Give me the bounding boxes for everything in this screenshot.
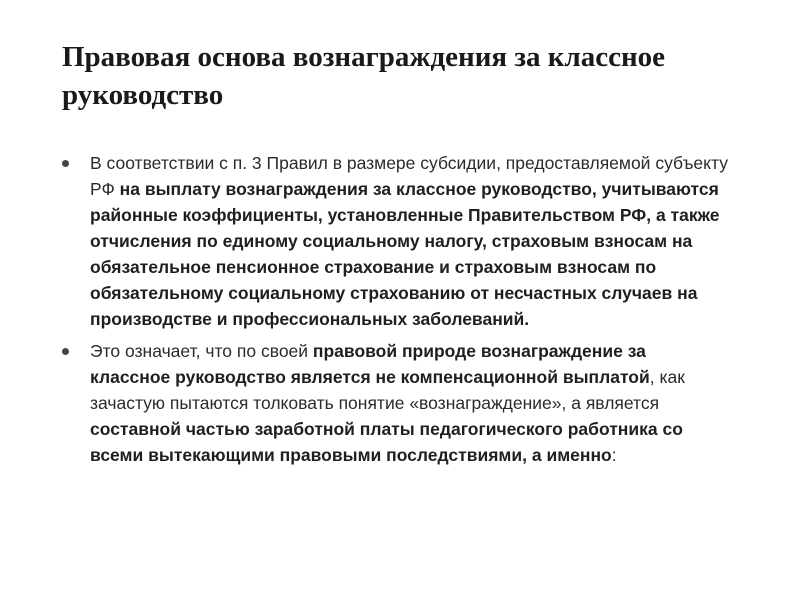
bullet-item-1: [62, 150, 730, 332]
bullet-2-text-normal-3: :: [611, 445, 617, 465]
bullet-dot-icon: [62, 348, 69, 355]
bullet-2-text-bold-2: составной частью заработной платы педагогического работника со всеми вытекающими правовыми последствиями, а именно: [90, 419, 683, 465]
bullet-item-2: [62, 338, 730, 468]
bullet-list: [62, 150, 740, 468]
bullet-1-text-normal: В соответствии с п. 3 Правил в размере субсидии, предоставляемой субъекту РФ: [90, 153, 728, 199]
bullet-2-text-bold-1: правовой природе вознаграждение за классное руководство является не компенсационной выплатой: [90, 341, 650, 387]
bullet-1-text-bold: на выплату вознаграждения за классное руководство, учитываются районные коэффициенты, установленные Правительством РФ, а также отчисления по единому социальному налогу, страховым взносам на обязательное пенсионное страхование и страховым взносам по обязательному социальному страхованию от несчастных случаев на производстве и профессиональных заболеваний.: [90, 179, 720, 329]
bullet-2-text-normal-1: Это означает, что по своей: [90, 341, 313, 361]
bullet-dot-icon: [62, 160, 69, 167]
bullet-2-text-normal-2: , как зачастую пытаются толковать понятие «вознаграждение», а является: [90, 367, 685, 413]
slide-title: Правовая основа вознаграждения за классное руководство: [62, 41, 666, 111]
